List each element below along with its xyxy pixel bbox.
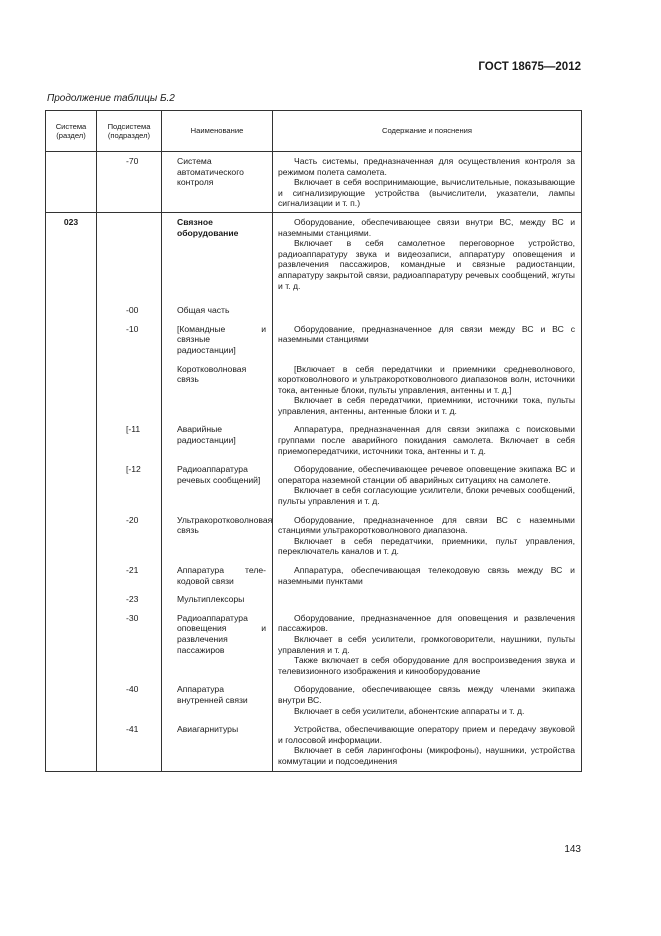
description-paragraph: Аппаратура, обеспечивающая телекодовую связь между ВС и наземными пунктами [278, 565, 575, 586]
table-row [46, 212, 582, 295]
subsystem-code: -40 [126, 684, 139, 695]
description-paragraph: Включает в себя усилители, громкоговорители, наушники, пульты управления и т. д. [278, 633, 575, 655]
description-paragraph: Оборудование, обеспечивающее связи внутри ВС, между ВС и наземными станциями. [278, 216, 575, 238]
system-code [46, 152, 96, 159]
description-paragraph: Устройства, обеспечивающие оператору прием и передачу звуковой и голосовой информации. [278, 724, 575, 745]
description-paragraph: Оборудование, предназначенное для связи ВС с наземными станциями ультракоротковолнового диапазона. [278, 514, 575, 536]
description [273, 716, 581, 770]
subsystem-name: Радиоаппаратура оповещения и развлечения пассажиров [177, 612, 266, 655]
subsystem-name: Аварийные радиостанции] [177, 424, 236, 446]
description-paragraph: Оборудование, обеспечивающее речевое оповещение экипажа ВС и оператора наземной станции об аварийных ситуациях на самолете. [278, 464, 575, 485]
subsystem-name: Ультракоротковолновая связь [177, 514, 273, 536]
description-paragraph: Также включает в себя оборудование для воспроизведения звука и телевизионного изображения и кинооборудование [278, 655, 575, 676]
description [273, 316, 581, 345]
description [273, 605, 581, 677]
page-number: 143 [564, 844, 581, 855]
column-header-description: Содержание и пояснения [273, 111, 582, 152]
subsystem-name: Связное оборудование [177, 216, 239, 238]
subsystem-name: Коротковолновая связь [177, 363, 247, 385]
table-row [46, 716, 582, 771]
subsystem-code: -21 [126, 565, 139, 575]
description [273, 586, 581, 594]
table-row [46, 416, 582, 456]
subsystem-code: [-11 [126, 424, 141, 435]
table-body [46, 152, 582, 772]
table-row [46, 456, 582, 506]
subsystem-code: -10 [126, 323, 139, 334]
subsystem-code: -30 [126, 612, 139, 623]
subsystem-name: Общая часть [177, 305, 230, 316]
subsystem-code: -70 [126, 156, 139, 166]
table-row [46, 152, 582, 213]
description-paragraph: [Включает в себя передатчики и приемники средневолнового, коротковолнового и ультракоротковолнового диапазонов волн, источники тока, антенные блоки, пульты управления, антенны и т. д.] [278, 363, 575, 395]
subsystem-code [97, 213, 161, 221]
system-code: 023 [63, 216, 79, 227]
subsystem-name: [Командные и связные радиостанции] [177, 323, 266, 355]
subsystem-table [45, 110, 582, 772]
description [273, 507, 581, 557]
description-paragraph: Оборудование, предназначенное для связи между ВС и ВС с наземными станциями [278, 323, 575, 345]
subsystem-code: -41 [126, 724, 139, 735]
description-paragraph: Оборудование, предназначенное для оповещения и развлечения пассажиров. [278, 612, 575, 634]
description [273, 152, 581, 212]
system-code [46, 295, 96, 305]
description [273, 356, 581, 417]
description-paragraph: Включает в себя передатчики, приемники, пульт управления, переключатель каналов и т. д. [278, 535, 575, 557]
description-paragraph: Включает в себя согласующие усилители, блоки речевых сообщений, пульты управления и т. д. [278, 485, 575, 507]
system-code [46, 557, 96, 565]
description-paragraph: Включает в себя усилители, абонентские аппараты и т. д. [294, 705, 525, 716]
standard-code: ГОСТ 18675—2012 [478, 61, 581, 73]
table-row [46, 586, 582, 605]
subsystem-code: -20 [126, 514, 139, 525]
system-code [46, 605, 96, 613]
table-row [46, 356, 582, 417]
subsystem-code: -23 [126, 594, 139, 605]
table-row [46, 507, 582, 557]
system-code [46, 316, 96, 324]
description [273, 213, 581, 295]
system-code [46, 456, 96, 464]
description-paragraph: Аппаратура, предназначенная для связи экипажа с поисковыми группами после аварийного покидания самолета. Включает в себя приемопередатчики, источники тока, антенны и т. д. [278, 424, 575, 456]
description [273, 676, 581, 716]
subsystem-name: Система автоматического контроля [177, 156, 244, 188]
subsystem-name: Радиоаппаратура речевых сообщений] [177, 464, 261, 485]
subsystem-name: Аппаратура внутренней связи [177, 684, 248, 705]
subsystem-code: -00 [126, 305, 139, 316]
system-code [46, 716, 96, 728]
description-paragraph: Включает в себя передатчики, приемники, источники тока, пульты управления, антенны, антенные блоки и т. д. [278, 395, 575, 416]
table-row [46, 316, 582, 356]
table-row [46, 295, 582, 316]
column-header-name: Наименование [162, 111, 273, 152]
table-row [46, 557, 582, 586]
description-paragraph: Включает в себя ларингофоны (микрофоны), наушники, устройства коммутации и подсоединения [278, 745, 575, 766]
column-header-system: Система (раздел) [46, 111, 97, 152]
description [273, 456, 581, 506]
description-paragraph: Часть системы, предназначенная для осуществления контроля за режимом полета самолета. [278, 156, 575, 177]
subsystem-name: Аппаратура телекодовой связи [177, 565, 266, 586]
column-header-subsystem: Подсистема (подраздел) [97, 111, 162, 152]
description [273, 295, 581, 305]
table-row [46, 676, 582, 716]
system-code [46, 356, 96, 364]
subsystem-name: Мультиплексоры [177, 594, 245, 605]
description [273, 416, 581, 456]
system-code [46, 586, 96, 594]
subsystem-code [97, 356, 161, 364]
subsystem-code: [-12 [126, 464, 141, 475]
description-paragraph: Оборудование, обеспечивающее связь между членами экипажа внутри ВС. [278, 684, 575, 705]
description [273, 557, 581, 586]
system-code [46, 416, 96, 424]
description-paragraph: Включает в себя самолетное переговорное устройство, радиоаппаратуру звука и видеозаписи, аппаратуру оповещения и развлечения пассажиров, командные и связные радиостанции, аппаратуру закрытой связи, радиоаппаратуру речевых сообщений, жгуты и т. д. [278, 238, 575, 291]
system-code [46, 507, 96, 515]
subsystem-name: Авиагарнитуры [177, 724, 239, 735]
system-code [46, 676, 96, 684]
table-row [46, 605, 582, 677]
table-continuation-caption: Продолжение таблицы Б.2 [47, 93, 175, 104]
description-paragraph: Включает в себя воспринимающие, вычислительные, показывающие и сигнализирующие устройства (вычислители, указатели, лампы сигнализации и т. п.) [278, 177, 575, 209]
